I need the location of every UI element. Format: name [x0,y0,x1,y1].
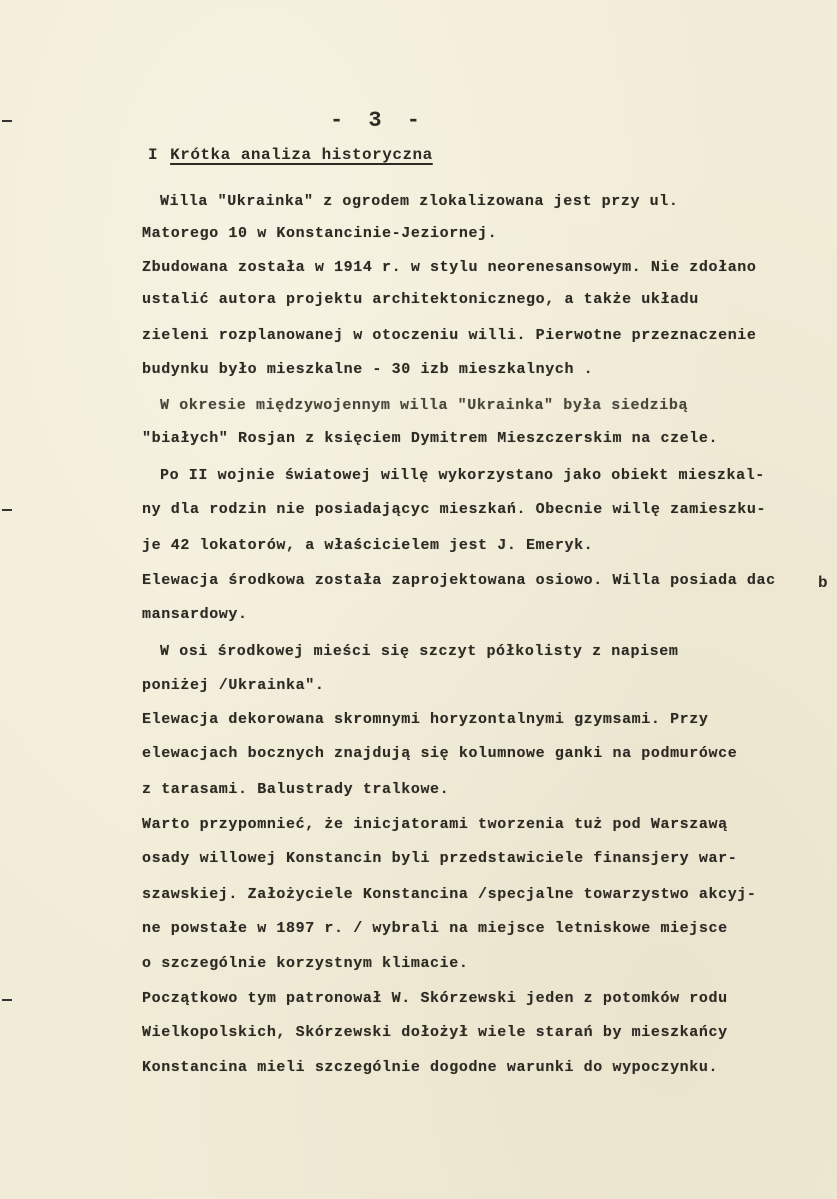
text-line: poniżej /Ukrainka". [142,677,325,694]
text-line: szawskiej. Założyciele Konstancina /specjalne towarzystwo akcyj- [142,886,757,903]
text-line: Elewacja dekorowana skromnymi horyzontalnymi gzymsami. Przy [142,711,709,728]
text-line: o szczególnie korzystnym klimacie. [142,955,469,972]
section-number: I [148,146,159,164]
text-line: osady willowej Konstancin byli przedstawiciele finansjery war- [142,850,738,867]
margin-character: b [818,574,828,592]
text-line: ustalić autora projektu architektonicznego, a także układu [142,291,699,308]
text-line: "białych" Rosjan z księciem Dymitrem Mieszczerskim na czele. [142,430,719,447]
section-title: Krótka analiza historyczna [170,146,433,164]
text-line: Zbudowana została w 1914 r. w stylu neorenesansowym. Nie zdołano [142,259,757,276]
section-heading [148,146,433,164]
text-line: ny dla rodzin nie posiadającyc mieszkań. Obecnie willę zamieszku- [142,501,767,518]
text-line: Elewacja środkowa została zaprojektowana osiowo. Willa posiada dac [142,572,776,589]
margin-mark [2,999,12,1001]
text-line: je 42 lokatorów, a właścicielem jest J. Emeryk. [142,537,594,554]
text-line: Konstancina mieli szczególnie dogodne warunki do wypoczynku. [142,1059,719,1076]
text-line: budynku było mieszkalne - 30 izb mieszkalnych . [142,361,594,378]
text-line: Po II wojnie światowej willę wykorzystano jako obiekt mieszkal- [160,467,765,484]
text-line: W okresie międzywojennym willa "Ukrainka" była siedzibą [160,397,689,414]
text-line: Początkowo tym patronował W. Skórzewski jeden z potomków rodu [142,990,728,1007]
margin-mark [2,509,12,511]
text-line: elewacjach bocznych znajdują się kolumnowe ganki na podmurówce [142,745,738,762]
text-line: ne powstałe w 1897 r. / wybrali na miejsce letniskowe miejsce [142,920,728,937]
page-number: - 3 - [330,108,427,133]
text-line: mansardowy. [142,606,248,623]
text-line: Wielkopolskich, Skórzewski dołożył wiele starań by mieszkańcy [142,1024,728,1041]
text-line: zieleni rozplanowanej w otoczeniu willi. Pierwotne przeznaczenie [142,327,757,344]
text-line: Matorego 10 w Konstancinie-Jeziornej. [142,225,498,242]
text-line: Warto przypomnieć, że inicjatorami tworzenia tuż pod Warszawą [142,816,728,833]
margin-mark [2,120,12,122]
text-line: Willa "Ukrainka" z ogrodem zlokalizowana jest przy ul. [160,193,679,210]
text-line: W osi środkowej mieści się szczyt półkolisty z napisem [160,643,679,660]
text-line: z tarasami. Balustrady tralkowe. [142,781,450,798]
